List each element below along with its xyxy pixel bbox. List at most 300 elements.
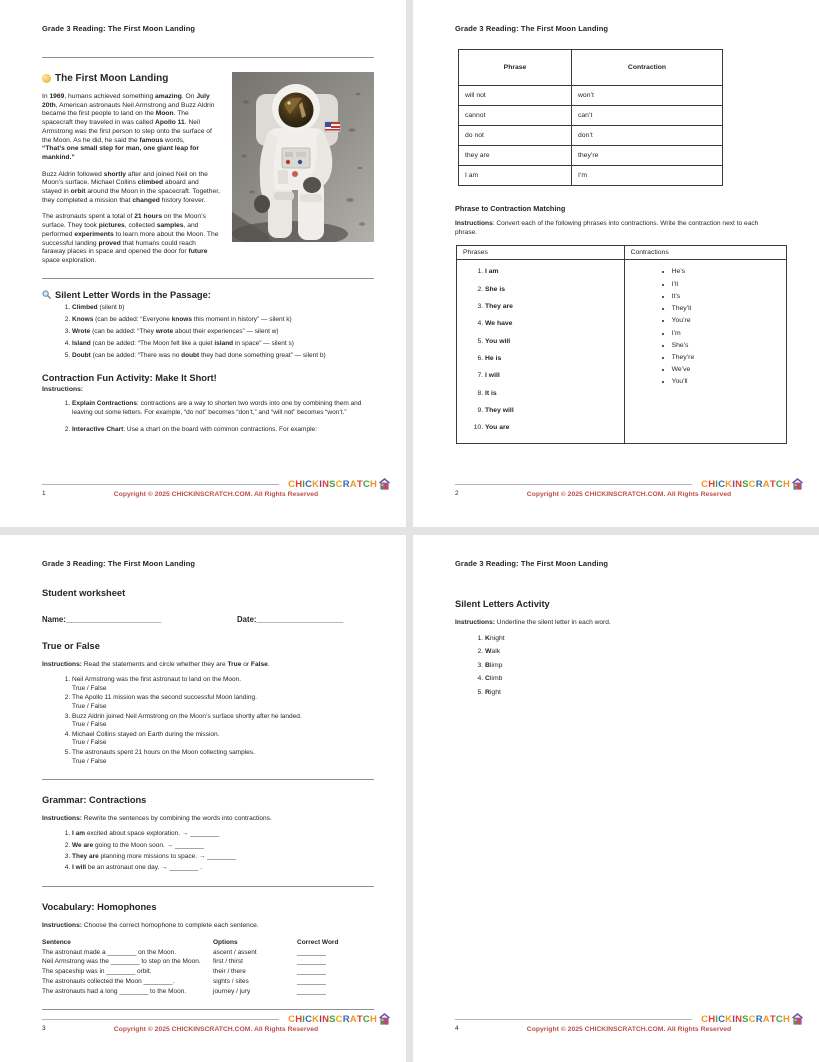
grammar-item <box>72 830 374 839</box>
page-footer <box>42 478 390 503</box>
table-cell: ________ <box>297 987 326 995</box>
true-false-list <box>42 676 374 766</box>
vocabulary-heading: Vocabulary: Homophones <box>42 901 157 912</box>
table-row <box>457 260 787 443</box>
phrase-item: 3. They are <box>485 303 623 312</box>
table-row <box>42 948 369 958</box>
logo-letter: C <box>288 1013 296 1025</box>
logo-letter: S <box>329 478 336 490</box>
table-cell: journey / jury <box>213 987 251 995</box>
phrase-item: 2. She is <box>485 286 623 295</box>
logo-letter: H <box>295 478 303 490</box>
statement-text: 3. Buzz Aldrin joined Neil Armstrong on the Moon’s surface shortly after he landed. <box>72 712 302 720</box>
footer-rule <box>455 1019 692 1020</box>
logo-letter: K <box>725 1013 733 1025</box>
table-cell: ________ <box>297 948 326 956</box>
phrase-item: 1. I am <box>485 268 623 277</box>
logo-letter: T <box>769 1013 776 1025</box>
logo-letter: C <box>288 478 296 490</box>
logo-letter: C <box>362 1013 370 1025</box>
bold-text: Climbed <box>72 303 98 311</box>
divider <box>42 57 374 58</box>
contractions-list <box>626 268 785 387</box>
text: this moment in history” — silent k) <box>191 315 292 323</box>
text: in space” — silent s) <box>233 339 294 347</box>
text: . The spacecraft they traveled in was called <box>42 110 189 127</box>
page-number: 3 <box>42 1025 46 1032</box>
matching-instructions <box>455 219 773 237</box>
logo-letter: C <box>748 478 756 490</box>
house-icon <box>379 478 390 490</box>
text: (can be added: “They <box>90 327 156 335</box>
statement-text: 4. Michael Collins stayed on Earth during the mission. <box>72 730 220 738</box>
name-date-row <box>42 615 374 626</box>
bold-text: Instructions: <box>42 921 82 929</box>
bold-text: “That’s one small step for man, one giant leap for mankind.” <box>42 145 199 161</box>
logo-letter: C <box>701 478 709 490</box>
chickinscratch-logo <box>288 479 377 490</box>
logo-letter: N <box>735 478 743 490</box>
bold-text: Instructions <box>455 220 493 227</box>
table-row <box>459 126 723 146</box>
logo-letter: I <box>715 1013 719 1025</box>
page-header: Grade 3 Reading: The First Moon Landing <box>42 24 196 33</box>
bold-text: 1969 <box>49 93 65 100</box>
silent-word-item <box>485 675 787 684</box>
text: : Convert each of the following phrases into contractions. Write the contraction next to each phrase. <box>455 220 759 237</box>
logo-letter: I <box>732 1013 736 1025</box>
divider <box>42 278 374 279</box>
logo-letter: T <box>769 478 776 490</box>
magnifier-icon <box>42 290 51 299</box>
column-header: Sentence <box>42 938 71 946</box>
student-worksheet-heading: Student worksheet <box>42 588 126 598</box>
bold-text: Instructions: <box>455 619 495 626</box>
bold-text: W <box>485 648 492 656</box>
column-header: Phrases <box>457 246 625 260</box>
table-cell: ________ <box>297 958 326 966</box>
logo-letter: I <box>319 478 323 490</box>
page-1 <box>0 0 406 527</box>
true-false-heading: True or False <box>42 641 100 651</box>
page-number: 4 <box>455 1025 459 1032</box>
text: space exploration. <box>42 256 97 264</box>
statement-text: 5. The astronauts spent 21 hours on the Moon collecting samples. <box>72 749 255 757</box>
vocabulary-instructions <box>42 922 374 929</box>
true-false-item <box>72 731 374 748</box>
house-icon <box>792 1013 803 1025</box>
text: Underline the silent letter in each word. <box>494 619 611 626</box>
text: words, <box>163 136 185 144</box>
true-false-choice: True / False <box>72 702 107 710</box>
logo-letter: N <box>322 478 330 490</box>
text: limp <box>489 661 503 669</box>
logo-letter: C <box>335 478 343 490</box>
text: (can be added: “Everyone <box>93 315 172 323</box>
footer-rule <box>42 1019 279 1020</box>
logo-letter: C <box>718 1013 726 1025</box>
bold-text: experiments <box>74 230 114 238</box>
silent-letter-item <box>72 352 374 360</box>
table-cell: The astronauts collected the Moon ________. <box>42 977 175 985</box>
table-cell: The astronauts had a long ________ to the Moon. <box>42 987 187 995</box>
text: limb <box>489 675 503 683</box>
page-number: 2 <box>455 490 459 497</box>
grammar-item <box>72 864 374 873</box>
chickinscratch-logo <box>701 479 790 490</box>
logo-letter: C <box>701 1013 709 1025</box>
grammar-list <box>42 830 374 872</box>
silent-word-item <box>485 689 787 698</box>
silent-letters-instructions <box>455 619 787 626</box>
text: (can be added: “There was no <box>90 351 182 359</box>
table-row <box>459 106 723 126</box>
text: they had done something great” — silent b) <box>199 351 326 359</box>
bold-text: Explain Contractions <box>72 400 138 408</box>
copyright-text: Copyright © 2025 CHICKINSCRATCH.COM. All Rights Reserved <box>526 491 732 498</box>
bold-text: Interactive Chart <box>72 425 124 433</box>
text: that humans could reach faraway places in space and opened the door for <box>42 239 196 256</box>
table-cell: don’t <box>572 126 723 146</box>
phrase-item: 4. We have <box>485 320 623 329</box>
text: . <box>267 661 270 668</box>
logo-letter: A <box>762 478 770 490</box>
bold-text: doubt <box>181 351 200 359</box>
matching-heading: Phrase to Contraction Matching <box>455 204 566 213</box>
logo-letter: H <box>369 478 377 490</box>
footer-rule <box>455 484 692 485</box>
logo-letter: S <box>329 1013 336 1025</box>
contraction-item: • He’s <box>672 268 785 277</box>
silent-letter-item <box>72 316 374 324</box>
bold-text: Knows <box>72 315 94 323</box>
bold-text: knows <box>171 315 192 323</box>
page-header: Grade 3 Reading: The First Moon Landing <box>455 24 609 33</box>
text: , humans achieved something <box>64 93 156 100</box>
silent-word-item <box>485 635 787 644</box>
text: : Use a chart on the board with common contractions. For example: <box>123 425 317 433</box>
logo-letter: H <box>708 478 716 490</box>
chickinscratch-logo <box>701 1014 790 1025</box>
page-footer <box>455 478 803 503</box>
text: : contractions are a way to shorten two words into one by combining them and leaving out some letters. For example, “do not” becomes “don’t,” and “will not” becomes “won’t.” <box>72 400 362 416</box>
table-cell: ________ <box>297 968 326 975</box>
text: be an astronaut one day. → ________ . <box>86 864 202 872</box>
silent-letters-heading-text: Silent Letter Words in the Passage: <box>55 289 211 300</box>
table-cell: I’m <box>572 166 723 186</box>
table-cell: I am <box>459 166 572 186</box>
bold-text: samples <box>156 222 184 230</box>
logo-letter: C <box>748 1013 756 1025</box>
bold-text: Wrote <box>72 327 91 335</box>
table-cell: will not <box>459 86 572 106</box>
silent-letter-item <box>72 340 374 348</box>
bold-text: I will <box>72 864 87 872</box>
text: aboard and stayed in <box>42 179 199 196</box>
phrase-item: 8. It is <box>485 390 623 399</box>
matching-table <box>456 245 787 443</box>
bold-text: Moon <box>155 110 174 118</box>
bold-text: Instructions: <box>42 815 82 823</box>
table-cell: The astronaut made a ________ on the Moon. <box>42 948 177 956</box>
chickinscratch-logo <box>288 1014 377 1025</box>
text: or <box>241 661 251 668</box>
bold-text: famous <box>139 136 164 144</box>
logo-letter: C <box>362 478 370 490</box>
table-cell: they’re <box>572 146 723 166</box>
logo-letter: I <box>732 478 736 490</box>
logo-letter: H <box>782 1013 790 1025</box>
table-cell: their / there <box>213 968 246 975</box>
table-row <box>42 967 369 977</box>
logo-letter: K <box>312 1013 320 1025</box>
text: excited about space exploration. → ________ <box>85 830 220 838</box>
contraction-item: • I’ll <box>672 281 785 290</box>
table-row <box>42 977 369 987</box>
logo-letter: R <box>342 478 350 490</box>
logo-letter: R <box>342 1013 350 1025</box>
text: , and performed <box>42 222 199 238</box>
bold-text: They are <box>72 852 99 860</box>
text: The astronauts spent a total of <box>42 213 135 221</box>
table-row <box>459 166 723 186</box>
logo-letter: H <box>295 1013 303 1025</box>
page-3 <box>0 535 406 1062</box>
bold-text: future <box>188 248 208 256</box>
silent-word-item <box>485 662 787 671</box>
text: on the Moon’s surface. They took <box>42 213 206 230</box>
logo-letter: K <box>312 478 320 490</box>
table-cell: ascent / assent <box>213 948 257 956</box>
bold-text: 21 hours <box>134 213 163 221</box>
phrase-item: 10. You are <box>485 424 623 433</box>
logo-letter: I <box>715 478 719 490</box>
text: history forever. <box>159 196 206 204</box>
bold-text: July 20th <box>42 93 210 109</box>
phrases-cell <box>457 260 625 443</box>
text: planning more missions to space. → ________ <box>98 852 237 860</box>
logo-letter: N <box>322 1013 330 1025</box>
logo-letter: C <box>775 478 783 490</box>
statement-text: 2. The Apollo 11 mission was the second successful Moon landing. <box>72 694 257 702</box>
true-false-choice: True / False <box>72 739 107 747</box>
contraction-activity-heading: Contraction Fun Activity: Make It Short! <box>42 373 217 384</box>
house-icon <box>379 1013 390 1025</box>
contraction-reference-table <box>458 49 723 186</box>
logo-letter: K <box>725 478 733 490</box>
true-false-item <box>72 676 374 693</box>
true-false-item <box>72 694 374 711</box>
text: Buzz Aldrin followed <box>42 170 104 178</box>
bold-text: changed <box>132 196 160 204</box>
phrase-item: 6. He is <box>485 355 623 364</box>
table-cell: do not <box>459 126 572 146</box>
column-header: Contractions <box>624 246 786 260</box>
phrase-item: 9. They will <box>485 407 623 416</box>
logo-letter: S <box>742 478 749 490</box>
date-field: Date:____________________ <box>237 615 344 624</box>
bold-text: True <box>227 661 242 668</box>
contraction-item: • It’s <box>672 293 785 302</box>
logo-letter: N <box>735 1013 743 1025</box>
true-false-choice: True / False <box>72 757 107 765</box>
true-false-item <box>72 713 374 730</box>
logo-letter: C <box>335 1013 343 1025</box>
passage-title <box>42 72 220 85</box>
silent-word-item <box>485 648 787 657</box>
homophones-table <box>42 938 369 997</box>
bold-text: wrote <box>155 327 174 335</box>
phrase-item: 5. You will <box>485 338 623 347</box>
text: Choose the correct homophone to complete each sentence. <box>81 921 259 929</box>
bold-text: climbed <box>137 179 164 187</box>
logo-letter: T <box>356 1013 363 1025</box>
divider <box>42 886 374 887</box>
column-header: Contraction <box>572 50 723 86</box>
bold-text: shortly <box>103 170 127 178</box>
page-header: Grade 3 Reading: The First Moon Landing <box>42 559 196 568</box>
grammar-item <box>72 853 374 862</box>
table-row <box>42 987 369 997</box>
logo-letter: H <box>369 1013 377 1025</box>
page-footer <box>42 1013 390 1038</box>
table-row <box>459 86 723 106</box>
contraction-item: • They’re <box>672 354 785 363</box>
table-cell: first / thirst <box>213 958 243 966</box>
name-field: Name:______________________ <box>42 615 162 624</box>
contraction-item: • She’s <box>672 342 785 351</box>
column-header: Correct Word <box>297 938 339 946</box>
column-header: Options <box>213 938 238 946</box>
contraction-item: • They’ll <box>672 305 785 314</box>
contractions-cell <box>624 260 786 443</box>
astronaut-photo <box>232 72 374 242</box>
statement-text: 1. Neil Armstrong was the first astronaut to land on the Moon. <box>72 676 242 683</box>
text: night <box>489 635 505 642</box>
bold-text: Island <box>72 339 91 347</box>
bold-text: I am <box>72 830 86 838</box>
contraction-item: • We’ve <box>672 366 785 375</box>
text: , collected <box>124 222 157 230</box>
text: ight <box>489 688 501 696</box>
copyright-text: Copyright © 2025 CHICKINSCRATCH.COM. All Rights Reserved <box>113 1026 319 1033</box>
bold-text: False <box>250 661 268 668</box>
logo-letter: H <box>782 478 790 490</box>
table-cell: can’t <box>572 106 723 126</box>
grammar-heading: Grammar: Contractions <box>42 795 147 806</box>
contraction-item: • I’m <box>672 330 785 339</box>
logo-letter: A <box>349 1013 357 1025</box>
silent-letters-heading <box>42 290 374 300</box>
house-icon <box>792 478 803 490</box>
table-cell: cannot <box>459 106 572 126</box>
table-cell: won’t <box>572 86 723 106</box>
silent-letter-list <box>42 304 374 361</box>
text: about their experiences” — silent w) <box>173 327 279 335</box>
text: alk <box>491 648 501 656</box>
silent-words-list <box>455 635 787 698</box>
logo-letter: I <box>319 1013 323 1025</box>
text: (silent b) <box>97 303 125 311</box>
logo-letter: H <box>708 1013 716 1025</box>
true-false-choice: True / False <box>72 721 107 729</box>
full-moon-icon <box>42 74 51 83</box>
logo-letter: C <box>718 478 726 490</box>
page-number: 1 <box>42 490 46 497</box>
bold-text: proved <box>98 239 121 247</box>
bold-text: Doubt <box>72 351 91 359</box>
silent-letters-activity-heading: Silent Letters Activity <box>455 599 550 609</box>
silent-letter-item <box>72 304 374 312</box>
text: In <box>42 93 50 100</box>
bold-text: Instructions: <box>42 661 82 668</box>
text: Rewrite the sentences by combining the words into contractions. <box>81 815 272 823</box>
text: after and joined Neil on the Moon’s surface. Michael Collins <box>42 170 208 187</box>
instructions-label: Instructions: <box>42 386 84 394</box>
logo-letter: R <box>755 478 763 490</box>
logo-letter: R <box>755 1013 763 1025</box>
text: around the Moon in the spacecraft. Together, they completed a mission that <box>42 188 220 204</box>
table-cell: sights / sites <box>213 977 249 985</box>
logo-letter: S <box>742 1013 749 1025</box>
table-cell: they are <box>459 146 572 166</box>
page-header: Grade 3 Reading: The First Moon Landing <box>455 559 609 568</box>
logo-letter: C <box>305 478 313 490</box>
text: , American astronauts Neil Armstrong and Buzz Aldrin became the first people to land on the <box>42 101 215 118</box>
copyright-text: Copyright © 2025 CHICKINSCRATCH.COM. All Rights Reserved <box>113 491 319 498</box>
contraction-item: • You’ll <box>672 378 785 387</box>
instruction-item <box>72 426 374 435</box>
true-false-instructions <box>42 661 374 668</box>
divider <box>42 1009 374 1010</box>
logo-letter: A <box>762 1013 770 1025</box>
bold-text: Apollo 11 <box>155 119 185 127</box>
instruction-item <box>72 400 374 418</box>
table-row <box>42 957 369 967</box>
text: going to the Moon soon. → ________ <box>93 841 204 849</box>
table-row <box>459 146 723 166</box>
bold-text: K <box>485 635 490 642</box>
logo-letter: T <box>356 478 363 490</box>
bold-text: R <box>485 688 490 696</box>
grammar-instructions <box>42 815 374 822</box>
column-header: Phrase <box>459 50 572 86</box>
copyright-text: Copyright © 2025 CHICKINSCRATCH.COM. All Rights Reserved <box>526 1026 732 1033</box>
table-cell: Neil Armstrong was the ________ to step on the Moon. <box>42 958 201 966</box>
bold-text: C <box>485 675 490 683</box>
bold-text: We are <box>72 841 94 849</box>
grammar-item <box>72 842 374 851</box>
text: . Neil Armstrong was the first person to step onto the surface of the Moon. As he did, he said the <box>42 119 212 144</box>
bold-text: amazing <box>155 93 182 100</box>
logo-letter: I <box>302 1013 306 1025</box>
contraction-item: • You’re <box>672 317 785 326</box>
bold-text: orbit <box>70 188 86 196</box>
page-2 <box>413 0 819 527</box>
instructions-list <box>42 400 374 434</box>
bold-text: B <box>485 661 490 669</box>
table-cell: ________ <box>297 977 326 985</box>
text: . On <box>181 93 197 100</box>
logo-letter: A <box>349 478 357 490</box>
reading-passage <box>42 72 374 266</box>
silent-letter-item <box>72 328 374 336</box>
logo-letter: I <box>302 478 306 490</box>
text: (can be added: “The Moon felt like a quiet <box>90 339 215 347</box>
page-footer <box>455 1013 803 1038</box>
table-cell: The spaceship was in ________ orbit. <box>42 968 152 975</box>
logo-letter: C <box>775 1013 783 1025</box>
